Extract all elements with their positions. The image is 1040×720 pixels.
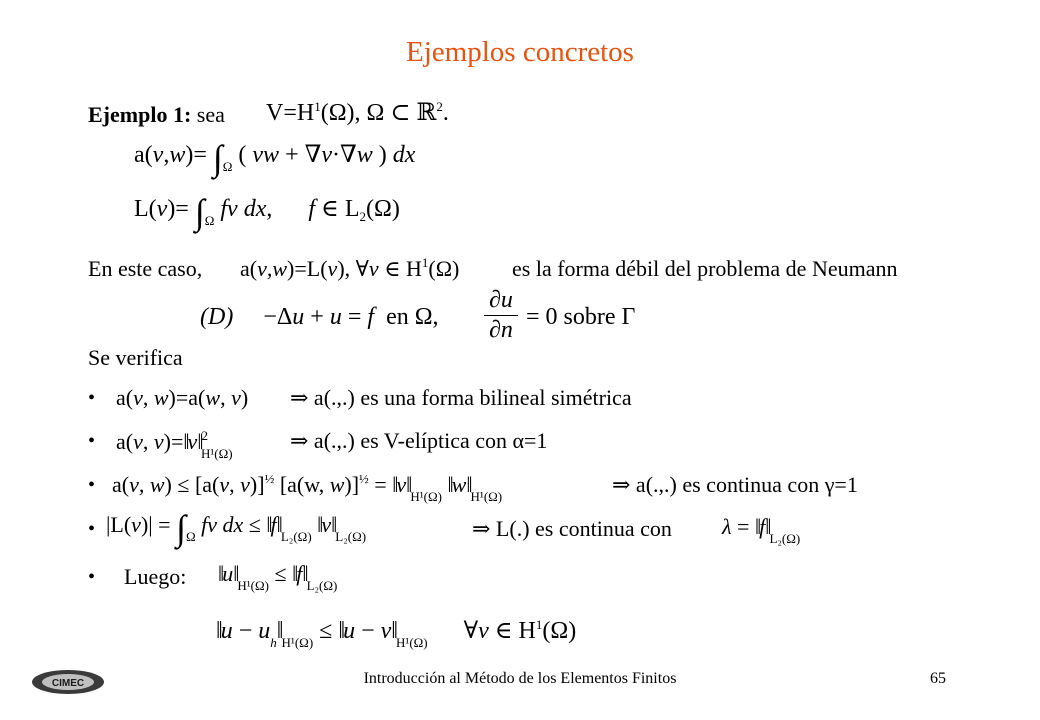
bullet-4-text: ⇒ L(.) es continua con	[472, 516, 672, 541]
slide-title: Ejemplos concretos	[406, 36, 634, 68]
verifica-label: Se verifica	[88, 345, 183, 370]
fraction-numerator: ∂u	[489, 287, 513, 313]
weak-form: a(v,w)=L(v), ∀v ∈ $H^1(\Omega)$	[240, 255, 460, 281]
caso-prefix: En este caso,	[88, 256, 203, 281]
footer-title: Introducción al Método de los Elementos Finitos	[363, 670, 677, 687]
caso-suffix: es la forma débil del problema de Neumann	[512, 256, 898, 281]
luego-formula: $‖u‖_{H^1(\Omega)}$ ≤ $‖f‖_{L_2(\Omega)}$	[218, 561, 338, 593]
bullet-3-formula: a(v, w) ≤ [a(v, v)]$^{\frac{1}{2}}$ [a(w, $w)]^{\frac{1}{2}} = ‖v‖_{H^1(\Omega)}$ $‖w‖_{H^1(\Omega)}$	[112, 471, 503, 504]
space-definition: $V=H^1(\Omega)$, Ω ⊂ ℝ$^2$.	[266, 99, 449, 126]
fraction-bar	[484, 315, 518, 316]
bullet-3-dot: •	[88, 474, 96, 496]
normal-derivative	[484, 287, 518, 344]
example-label: Ejemplo 1:	[88, 102, 192, 127]
bullet-4-formula: $|L(v)| = \int_\Omega$ fv dx ≤ $‖f‖_{L_2(\Omega)}$ $‖v‖_{L_2(\Omega)}$	[106, 508, 367, 548]
luego-label: Luego:	[124, 564, 187, 589]
bullet-2-text: ⇒ a(.,.) es V-elíptica con α=1	[290, 428, 548, 453]
bullet-4-dot: •	[88, 518, 96, 540]
page-number: 65	[930, 670, 946, 687]
bullet-1-dot: •	[88, 387, 96, 409]
sea-word: sea	[196, 102, 225, 127]
linear-form-def: $L(v)= \int_\Omega$ fv dx, f ∈ $L_2(\Omega)$	[134, 192, 400, 232]
fraction-denominator: ∂n	[489, 317, 513, 343]
bullet-3-text: ⇒ a(.,.) es continua con γ=1	[612, 472, 858, 497]
bullet-5-dot: •	[88, 566, 96, 588]
logo-text: CIMEC	[51, 678, 85, 689]
bilinear-form-def: $a(v,w)= \int_\Omega$ ( vw + ∇v·∇w ) dx	[134, 138, 416, 178]
bullet-1-formula: a(v, w)=a(w, v)	[116, 385, 249, 410]
example-label-row	[88, 102, 225, 128]
problem-equation: (D) −Δu + u = f en Ω,	[200, 304, 439, 330]
boundary-condition: = 0 sobre Γ	[526, 304, 636, 330]
lambda-value: $\lambda = ‖f‖_{L_2(\Omega)}$	[722, 514, 801, 546]
cea-estimate: ‖u − $u_h‖_{H^1(\Omega)}$ ≤ ‖u − $v‖_{H^1(\Omega)}$ ∀v ∈ $H^1(\Omega)$	[216, 617, 577, 650]
bullet-2-dot: •	[88, 430, 96, 452]
bullet-1-text: ⇒ a(.,.) es una forma bilineal simétrica	[290, 385, 632, 410]
bullet-2-formula: a(v, v)=‖v‖$^2_{H^1(\Omega)}$	[116, 428, 233, 461]
